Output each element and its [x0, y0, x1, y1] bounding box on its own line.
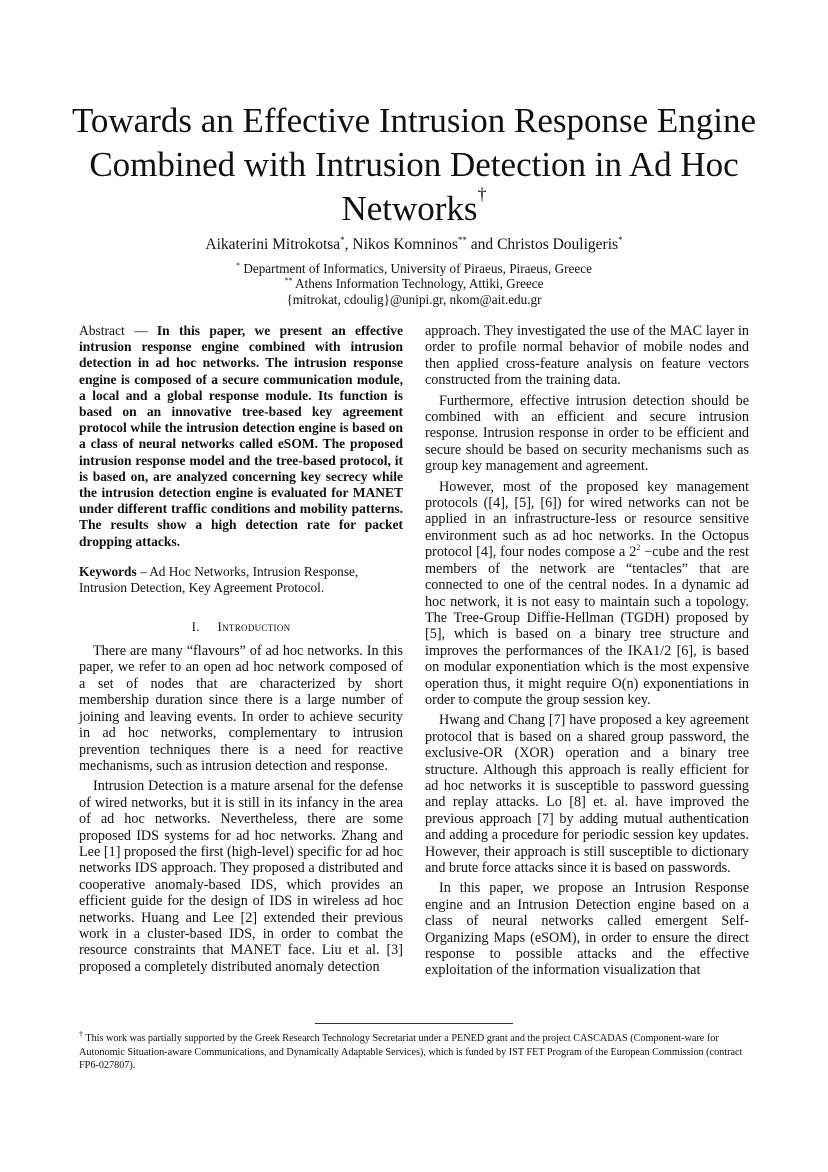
affiliation-text: Department of Informatics, University of Piraeus, Piraeus, Greece	[240, 261, 592, 276]
paragraph-text: However, most of the proposed key management protocols ([4], [5], [6]) for wired networks can not be applied in an infrastructure-less or resource sensitive environment such as ad hoc networks. In the Octopus protocol [4], four nodes compose a 2	[425, 478, 749, 561]
author-separator: and	[466, 236, 498, 253]
left-column	[79, 323, 403, 979]
section-title: Introduction	[217, 618, 291, 634]
section-number: I.	[191, 618, 200, 634]
exponent: 2	[636, 543, 641, 553]
right-column	[425, 323, 749, 983]
author-emails: {mitrokat, cdoulig}@unipi.gr, nkom@ait.edu.gr	[286, 292, 542, 307]
body-paragraph: There are many “flavours” of ad hoc networks. In this paper, we refer to an open ad hoc network composed of a set of nodes that are characterized by short membership duration since there is a large number of joining and leaving events. In order to achieve security in ad hoc networks, complementary to intrusion prevention techniques there is a need for reactive mechanisms, such as intrusion detection and response.	[79, 643, 403, 774]
keywords	[79, 564, 403, 597]
footnote-mark: †	[79, 1030, 83, 1039]
title-footnote-mark: †	[477, 184, 487, 204]
abstract-text: In this paper, we present an effective intrusion response engine combined with intrusion detection in ad hoc networks. The intrusion response engine is composed of a secure communication module, a local and a global response module. Its function is based on an innovative tree-based key agreement protocol while the intrusion detection engine is based on a class of neural networks called eSOM. The proposed intrusion response model and the tree-based protocol, it is based on, are analyzed concerning key secrecy while the intrusion detection engine is evaluated for MANET under different traffic conditions and mobility patterns. The results show a high detection rate for packet dropping attacks.	[79, 323, 404, 549]
affiliation-mark: **	[284, 276, 293, 285]
footnote	[79, 1032, 747, 1073]
author-name: Christos Douligeris	[497, 236, 619, 253]
affiliation-mark: *	[236, 261, 241, 270]
body-paragraph	[425, 479, 749, 709]
author-name: Aikaterini Mitrokotsa	[205, 236, 341, 253]
body-paragraph: In this paper, we propose an Intrusion Response engine and an Intrusion Detection engine based on a class of neural networks called emergent Self-Organizing Maps (eSOM), in order to ensure the direct response to possible attacks and the effective exploitation of the information visualization that	[425, 880, 749, 979]
paragraph-text: −cube and the rest members of the network are “tentacles” that are connected to one of the central nodes. In a dynamic ad hoc network, it is not easy to maintain such a topology. The Tree-Group Diffie-Hellman (TGDH) proposed by [5], which is based on a binary tree structure and improves the performances of the IKA1/2 [6], is based on modular exponentiation which is the most expensive operation thus, it might require O(n) exponentiations in order to compute the group session key.	[425, 544, 749, 708]
footnote-divider	[315, 1023, 513, 1024]
body-paragraph: Hwang and Chang [7] have proposed a key agreement protocol that is based on a shared group password, the exclusive-OR (XOR) operation and a binary tree structure. Although this approach is really efficient for ad hoc networks it is susceptible to password guessing and replay attacks. Lo [8] et. al. have improved the previous approach [7] by adding mutual authentication and adding a procedure for periodic session key updates. However, their approach is still susceptible to dictionary and brute force attacks since it is based on passwords.	[425, 712, 749, 876]
footnote-text: This work was partially supported by the Greek Research Technology Secretariat under a PENED grant and the project CASCADAS (Component-ware for Autonomic Situation-aware Communications, and Dynamically Adaptable Services), which is funded by IST FET Program of the European Commission (contract FP6-027807).	[79, 1033, 743, 1071]
body-paragraph: approach. They investigated the use of the MAC layer in order to profile normal behavior of mobile nodes and then applied cross-feature analysis on feature vectors constructed from the training data.	[425, 323, 749, 389]
author-affiliation-mark: **	[457, 235, 467, 245]
paper-title	[60, 99, 768, 231]
author-affiliation-mark: *	[618, 235, 623, 245]
keywords-label: Keywords	[79, 563, 137, 579]
abstract-label: Abstract —	[79, 323, 157, 338]
author-name: Nikos Komninos	[352, 236, 458, 253]
keywords-text: – Ad Hoc Networks, Intrusion Response, Intrusion Detection, Key Agreement Protocol.	[79, 563, 359, 596]
author-list	[60, 235, 768, 255]
abstract	[79, 323, 403, 550]
author-affiliation-mark: *	[340, 235, 345, 245]
section-heading	[79, 619, 403, 635]
body-paragraph: Furthermore, effective intrusion detection should be combined with an efficient and secure intrusion response. Intrusion response in order to be efficient and secure should be based on security mechanisms such as group key management and agreement.	[425, 392, 749, 475]
affiliation-text: Athens Information Technology, Attiki, Greece	[292, 276, 544, 291]
affiliation	[60, 275, 768, 292]
author-separator: ,	[344, 236, 353, 253]
paper-title-text: Towards an Effective Intrusion Response Engine Combined with Intrusion Detection in Ad Hoc Networks	[71, 101, 757, 228]
body-paragraph: Intrusion Detection is a mature arsenal for the defense of wired networks, but it is still in its infancy in the area of ad hoc networks. Nevertheless, there are some proposed IDS systems for ad hoc networks. Zhang and Lee [1] proposed the first (high-level) specific for ad hoc networks IDS approach. They proposed a distributed and cooperative anomaly-based IDS, which provides an efficient guide for the design of IDS in wireless ad hoc networks. Huang and Lee [2] extended their previous work in a cluster-based IDS, in order to combat the resource constraints that MANET face. Liu et al. [3] proposed a completely distributed anomaly detection	[79, 778, 403, 975]
